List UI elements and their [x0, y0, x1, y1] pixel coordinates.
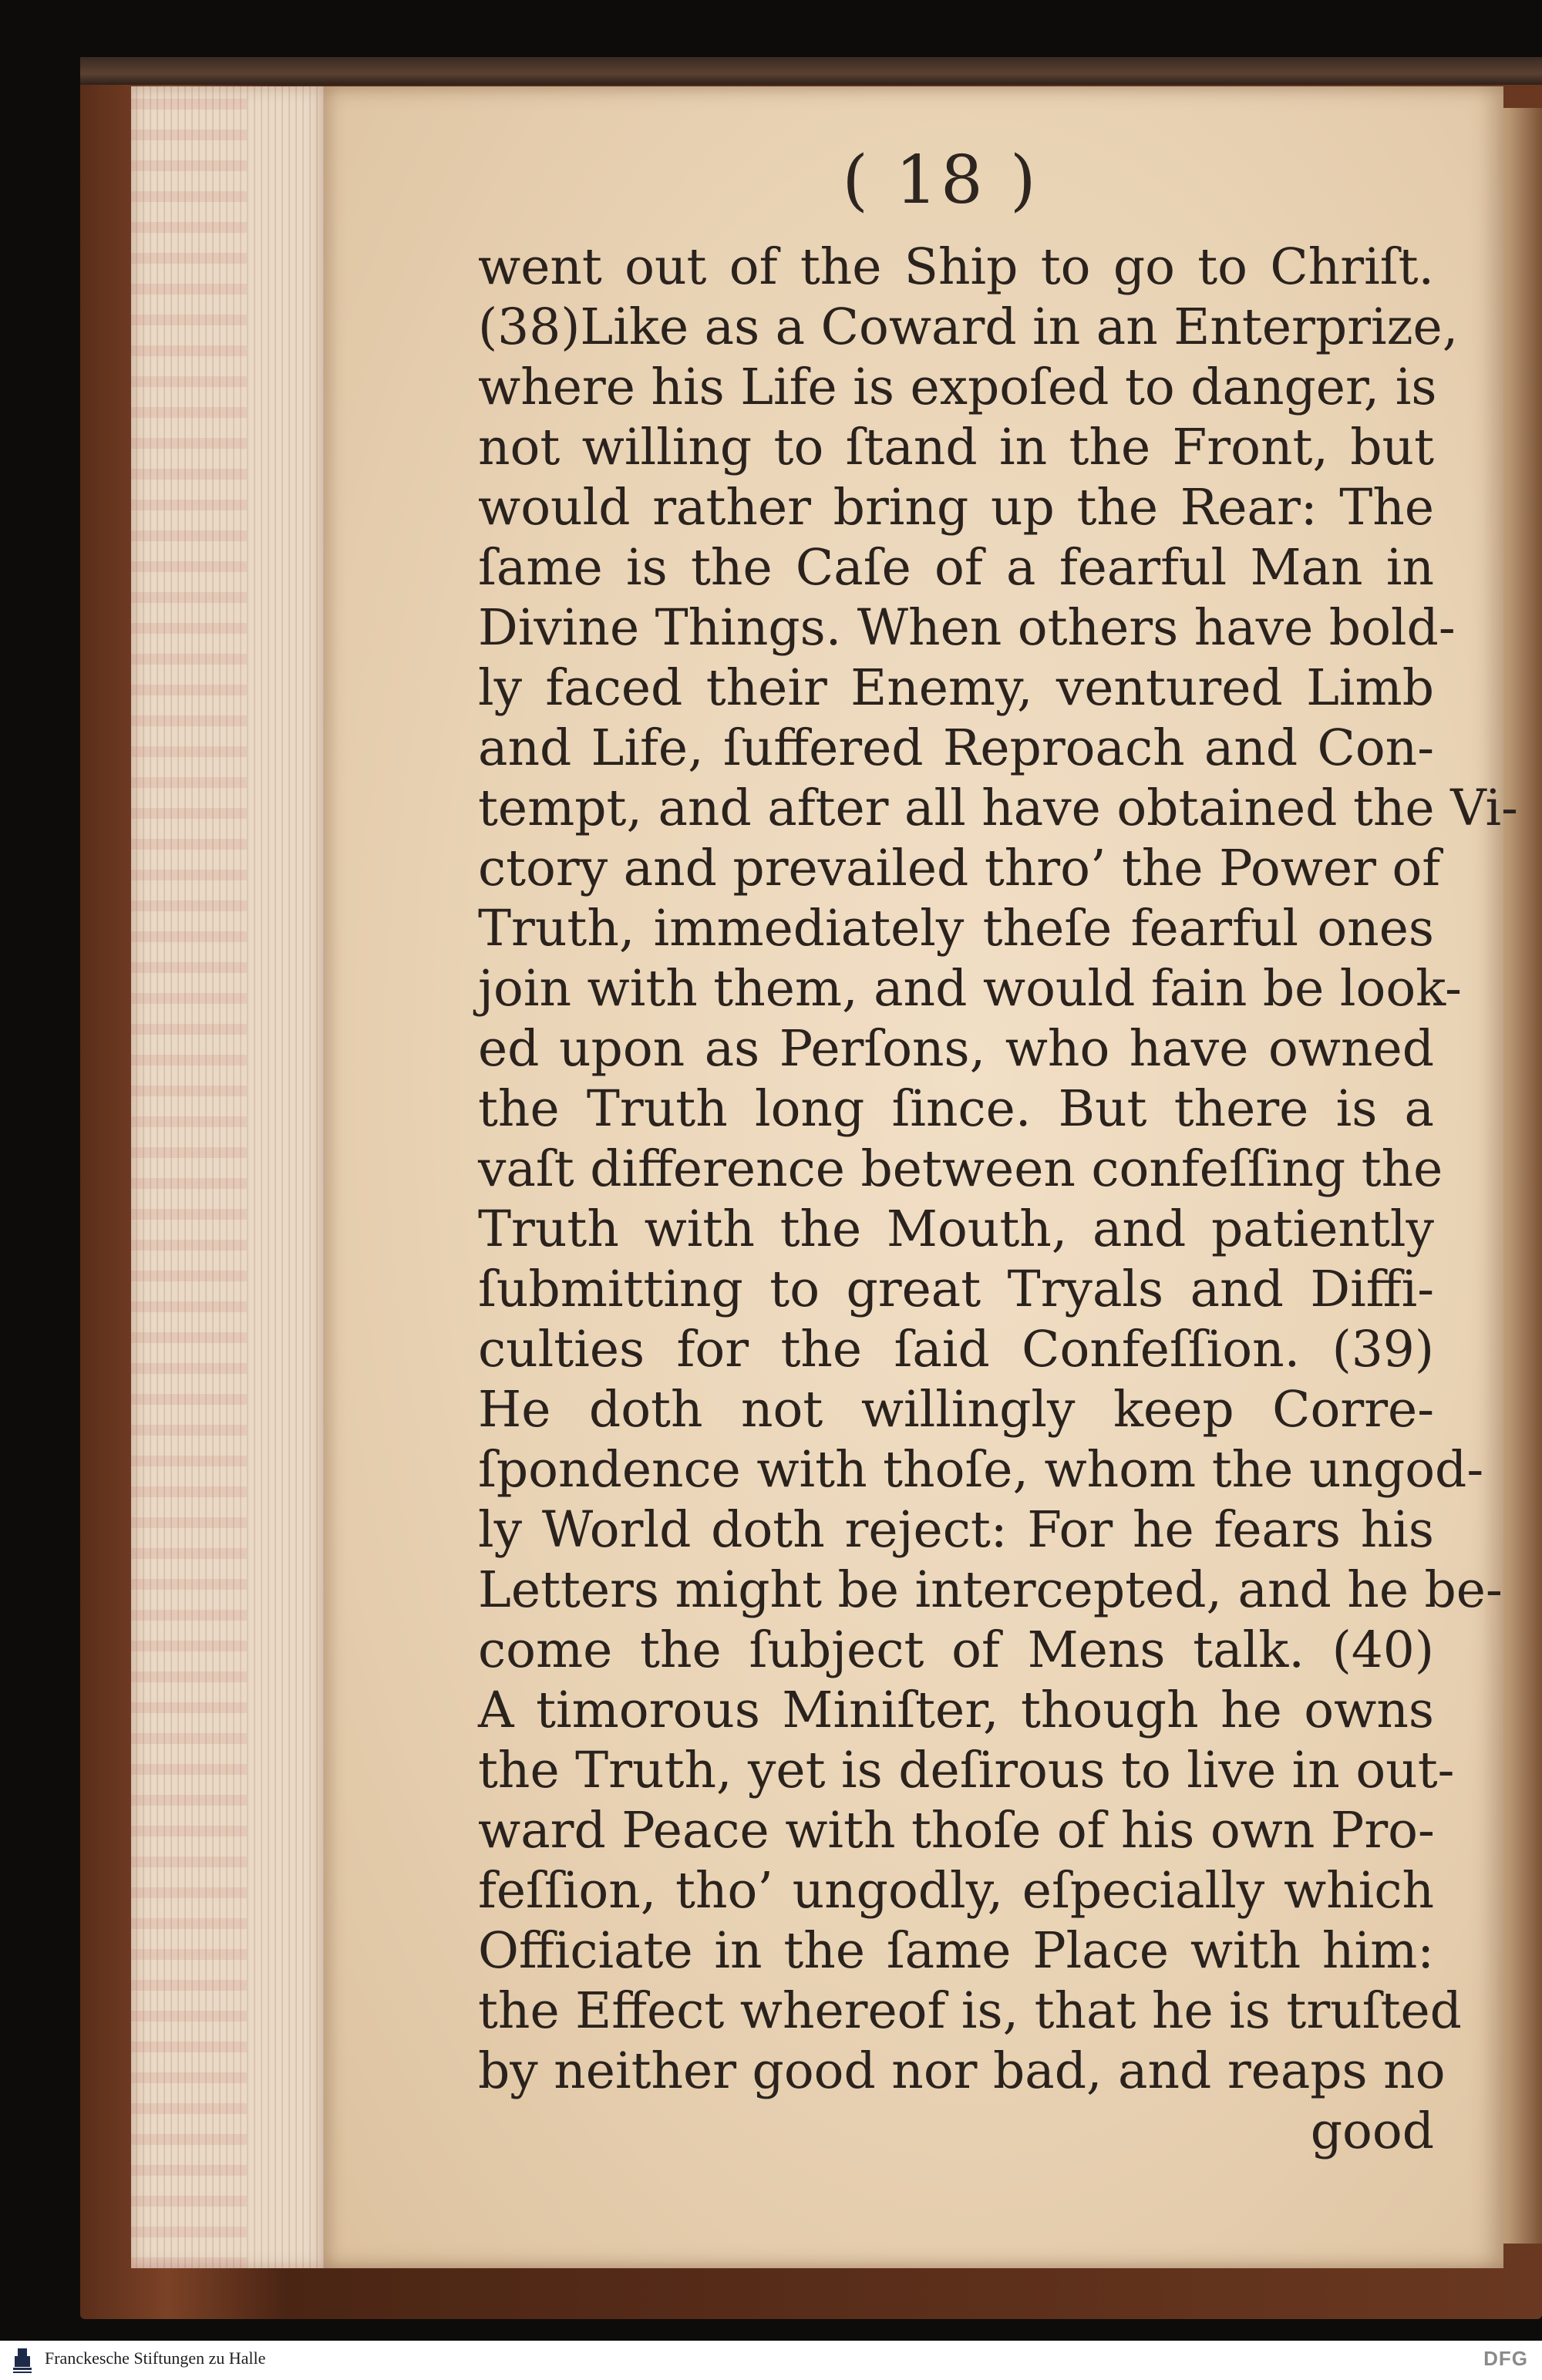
text-line: ctory and prevailed thro’ the Power of — [478, 840, 1441, 897]
text-line: ward Peace with thoſe of his own Pro- — [478, 1802, 1435, 1860]
page-number: ( 18 ) — [842, 142, 1039, 219]
text-line: the Truth long ſince. But there is a — [478, 1080, 1434, 1138]
text-line: ſubmitting to great Tryals and Diffi- — [478, 1261, 1434, 1318]
text-line: He doth not willingly keep Corre- — [478, 1381, 1434, 1439]
page-text — [478, 237, 1518, 2162]
text-line: ly faced their Enemy, ventured Limb — [478, 659, 1434, 717]
catchword: good — [1310, 2102, 1434, 2160]
text-line: Divine Things. When others have bold- — [478, 599, 1456, 657]
text-line: Letters might be intercepted, and he be- — [478, 1561, 1503, 1619]
text-line: ed upon as Perſons, who have owned — [478, 1020, 1434, 1078]
page-edge-sprinkle — [131, 86, 247, 2268]
text-line: the Truth, yet is deſirous to live in out- — [478, 1742, 1455, 1799]
book-spine-top — [80, 57, 1542, 85]
text-line: Officiate in the ſame Place with him: — [478, 1922, 1434, 1980]
text-line: went out of the Ship to go to Chriſt. — [478, 238, 1434, 296]
text-line: (38)Like as a Coward in an Enterprize, — [478, 298, 1459, 356]
book-page — [324, 86, 1518, 2268]
text-line: and Life, ſuffered Reproach and Con- — [478, 719, 1434, 777]
text-line: Truth, immediately theſe fearful ones — [478, 900, 1434, 958]
text-line: culties for the ſaid Confeſſion. (39) — [478, 1321, 1434, 1379]
text-line: tempt, and after all have obtained the Vi- — [478, 779, 1518, 837]
institution-name: Franckesche Stiftungen zu Halle — [45, 2348, 266, 2368]
text-line: A timorous Miniſter, though he owns — [478, 1681, 1434, 1739]
text-line: ly World doth reject: For he fears his — [478, 1501, 1434, 1559]
text-line: the Effect whereof is, that he is truſted — [478, 1982, 1462, 2040]
text-line: ſame is the Caſe of a fearful Man in — [478, 539, 1434, 597]
text-line: by neither good nor bad, and reaps no — [478, 2042, 1446, 2100]
dfg-logo: DFG — [1483, 2347, 1528, 2370]
text-line: where his Life is expoſed to danger, is — [478, 359, 1437, 416]
text-line: ſpondence with thoſe, whom the ungod- — [478, 1441, 1484, 1499]
text-line: feſſion, tho’ ungodly, eſpecially which — [478, 1862, 1434, 1920]
footer-bar — [0, 2341, 1542, 2380]
text-line: Truth with the Mouth, and patiently — [478, 1200, 1434, 1258]
text-line: vaſt difference between confeſſing the — [478, 1140, 1443, 1198]
text-line: come the ſubject of Mens talk. (40) — [478, 1621, 1434, 1679]
text-line: would rather bring up the Rear: The — [478, 479, 1434, 537]
text-line: join with them, and would fain be look- — [478, 960, 1462, 1018]
francke-foundation-logo-icon — [11, 2347, 34, 2375]
text-line: not willing to ſtand in the Front, but — [478, 419, 1434, 476]
